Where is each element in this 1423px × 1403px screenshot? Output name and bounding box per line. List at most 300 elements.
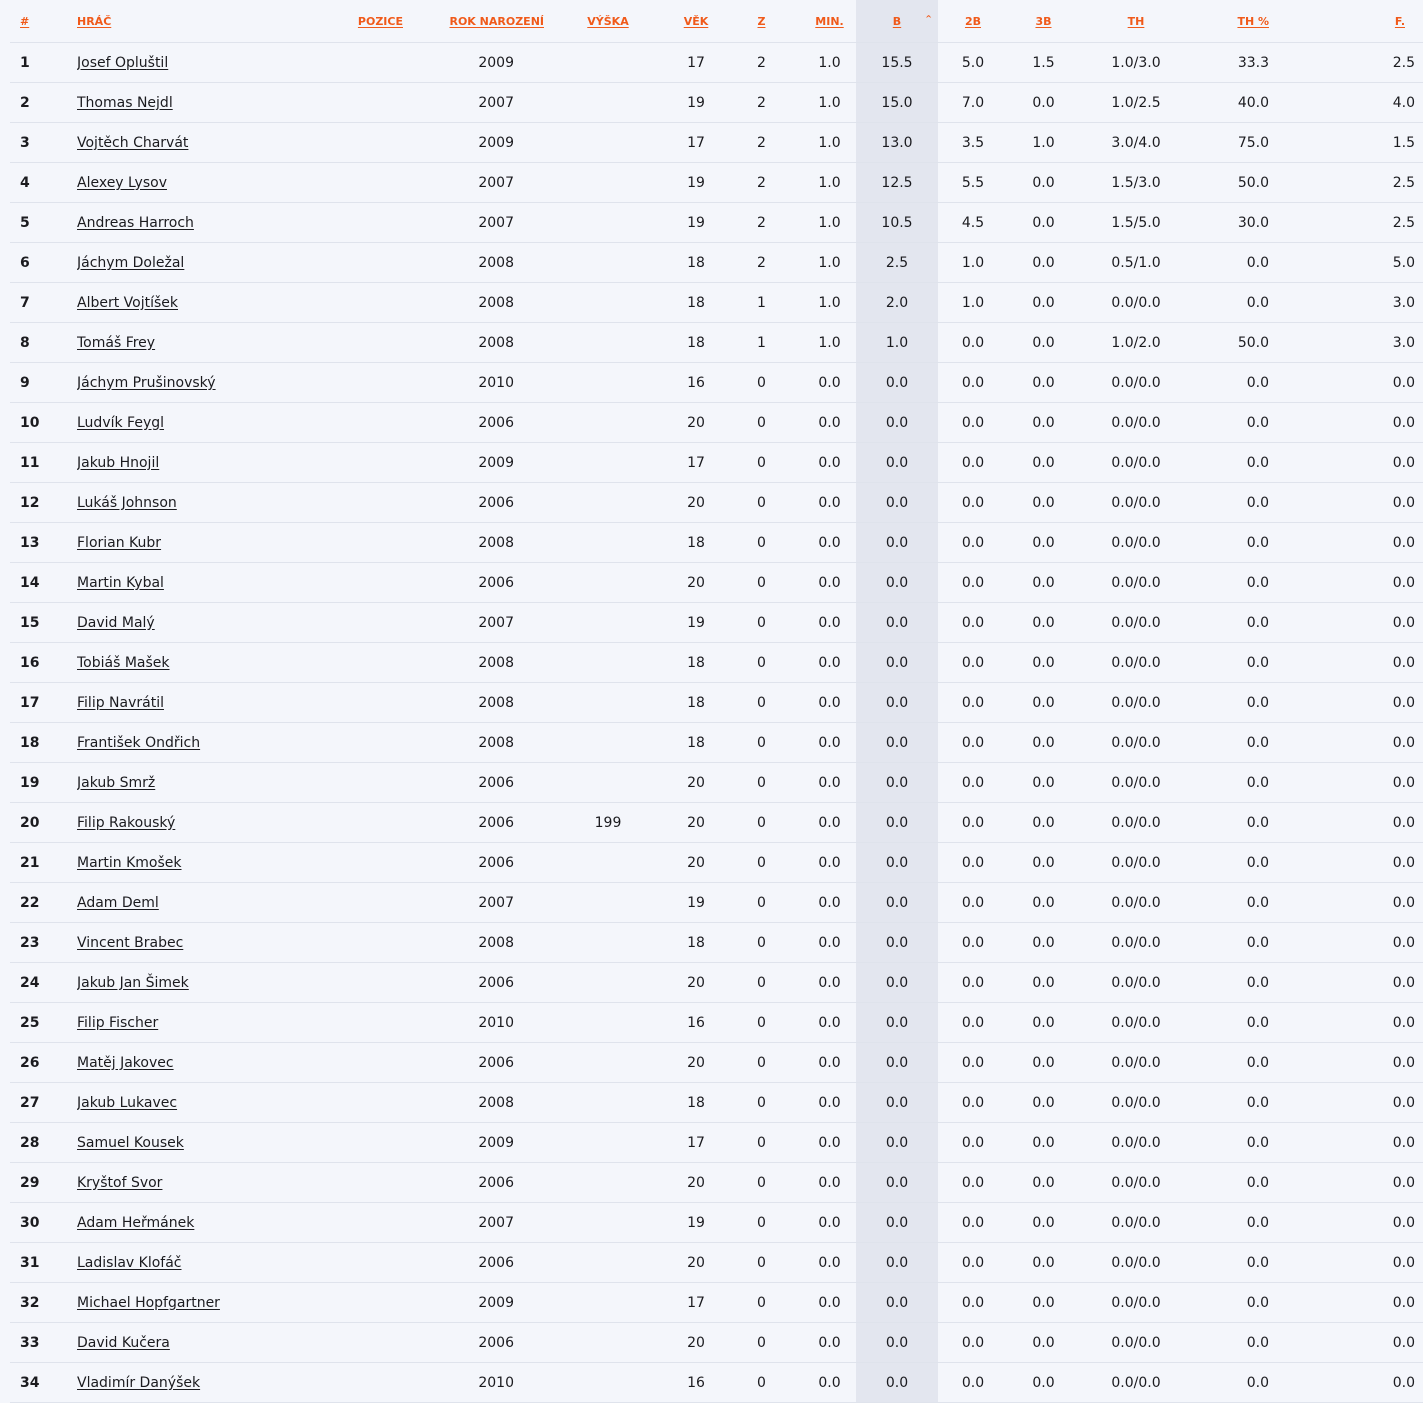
- two-pt-cell: 3.5: [938, 123, 1008, 163]
- games-cell: 2: [720, 203, 803, 243]
- three-pt-cell: 0.0: [1008, 923, 1079, 963]
- birth-year-cell: 2010: [403, 1003, 544, 1043]
- column-header-three-pt[interactable]: 3B: [1008, 0, 1079, 43]
- height-cell: [544, 283, 672, 323]
- player-name-cell: [77, 443, 312, 483]
- height-cell: [544, 1323, 672, 1363]
- table-row: [10, 243, 1423, 283]
- free-throws-cell: 1.0/2.0: [1079, 323, 1193, 363]
- birth-year-cell: 2009: [403, 43, 544, 83]
- player-name-cell: [77, 843, 312, 883]
- height-cell: [544, 723, 672, 763]
- age-cell: 20: [672, 483, 720, 523]
- birth-year-cell: 2008: [403, 923, 544, 963]
- birth-year-cell: 2008: [403, 643, 544, 683]
- games-cell: 0: [720, 483, 803, 523]
- table-row: [10, 43, 1423, 83]
- two-pt-cell: 5.5: [938, 163, 1008, 203]
- rank-cell: 32: [10, 1283, 77, 1323]
- fouls-cell: 4.0: [1283, 83, 1423, 123]
- minutes-cell: 0.0: [803, 1243, 856, 1283]
- height-cell: [544, 403, 672, 443]
- player-name-link[interactable]: Jakub Smrž: [77, 774, 156, 791]
- birth-year-cell: 2006: [403, 843, 544, 883]
- three-pt-cell: 0.0: [1008, 763, 1079, 803]
- fouls-cell: 0.0: [1283, 1163, 1423, 1203]
- minutes-cell: 0.0: [803, 403, 856, 443]
- birth-year-cell: 2008: [403, 523, 544, 563]
- fouls-cell: 0.0: [1283, 1123, 1423, 1163]
- birth-year-cell: 2007: [403, 203, 544, 243]
- three-pt-cell: 0.0: [1008, 323, 1079, 363]
- table-row: [10, 203, 1423, 243]
- games-cell: 0: [720, 1043, 803, 1083]
- player-name-cell: [77, 563, 312, 603]
- fouls-cell: 0.0: [1283, 363, 1423, 403]
- table-row: [10, 483, 1423, 523]
- rank-cell: 13: [10, 523, 77, 563]
- player-name-link[interactable]: Thomas Nejdl: [77, 94, 173, 111]
- player-name-link[interactable]: Samuel Kousek: [77, 1134, 184, 1151]
- player-name-link[interactable]: David Malý: [77, 614, 155, 631]
- free-throws-cell: 0.0/0.0: [1079, 563, 1193, 603]
- position-cell: [312, 883, 403, 923]
- three-pt-cell: 0.0: [1008, 1203, 1079, 1243]
- player-name-cell: [77, 1243, 312, 1283]
- position-cell: [312, 723, 403, 763]
- age-cell: 19: [672, 203, 720, 243]
- free-throws-cell: 1.5/3.0: [1079, 163, 1193, 203]
- birth-year-cell: 2007: [403, 163, 544, 203]
- age-cell: 17: [672, 443, 720, 483]
- free-throws-cell: 0.0/0.0: [1079, 1123, 1193, 1163]
- rank-cell: 1: [10, 43, 77, 83]
- table-row: [10, 1163, 1423, 1203]
- column-header-fouls[interactable]: F.: [1283, 0, 1423, 43]
- age-cell: 19: [672, 1203, 720, 1243]
- height-cell: [544, 163, 672, 203]
- rank-cell: 12: [10, 483, 77, 523]
- free-throws-cell: 3.0/4.0: [1079, 123, 1193, 163]
- fouls-cell: 0.0: [1283, 803, 1423, 843]
- three-pt-cell: 0.0: [1008, 803, 1079, 843]
- player-name-link[interactable]: Martin Kybal: [77, 574, 164, 591]
- free-throws-cell: 0.5/1.0: [1079, 243, 1193, 283]
- table-row: [10, 563, 1423, 603]
- position-cell: [312, 563, 403, 603]
- points-cell: 0.0: [856, 1203, 938, 1243]
- table-row: [10, 83, 1423, 123]
- free-throw-pct-cell: 75.0: [1193, 123, 1283, 163]
- minutes-cell: 0.0: [803, 803, 856, 843]
- games-cell: 0: [720, 1203, 803, 1243]
- minutes-cell: 0.0: [803, 1163, 856, 1203]
- player-name-link[interactable]: Adam Deml: [77, 894, 159, 911]
- player-name-cell: [77, 643, 312, 683]
- player-name-link[interactable]: Jáchym Doležal: [77, 254, 185, 271]
- fouls-cell: 0.0: [1283, 1283, 1423, 1323]
- player-name-link[interactable]: Kryštof Svor: [77, 1174, 163, 1191]
- games-cell: 0: [720, 1163, 803, 1203]
- points-cell: 0.0: [856, 563, 938, 603]
- free-throw-pct-cell: 0.0: [1193, 1043, 1283, 1083]
- free-throw-pct-cell: 0.0: [1193, 1283, 1283, 1323]
- rank-cell: 21: [10, 843, 77, 883]
- points-cell: 0.0: [856, 1083, 938, 1123]
- free-throws-cell: 0.0/0.0: [1079, 923, 1193, 963]
- two-pt-cell: 1.0: [938, 243, 1008, 283]
- points-cell: 0.0: [856, 723, 938, 763]
- age-cell: 20: [672, 563, 720, 603]
- games-cell: 0: [720, 883, 803, 923]
- minutes-cell: 0.0: [803, 1083, 856, 1123]
- player-name-link[interactable]: Tobiáš Mašek: [77, 654, 170, 671]
- points-cell: 0.0: [856, 883, 938, 923]
- free-throw-pct-cell: 0.0: [1193, 723, 1283, 763]
- points-cell: 13.0: [856, 123, 938, 163]
- minutes-cell: 0.0: [803, 1323, 856, 1363]
- two-pt-cell: 0.0: [938, 843, 1008, 883]
- rank-cell: 10: [10, 403, 77, 443]
- birth-year-cell: 2006: [403, 1043, 544, 1083]
- points-cell: 0.0: [856, 1283, 938, 1323]
- player-name-link[interactable]: Adam Heřmánek: [77, 1214, 195, 1231]
- free-throws-cell: 0.0/0.0: [1079, 443, 1193, 483]
- games-cell: 1: [720, 323, 803, 363]
- free-throw-pct-cell: 0.0: [1193, 1163, 1283, 1203]
- table-row: [10, 1123, 1423, 1163]
- player-name-link[interactable]: David Kučera: [77, 1334, 170, 1351]
- position-cell: [312, 683, 403, 723]
- player-name-cell: [77, 883, 312, 923]
- fouls-cell: 0.0: [1283, 1363, 1423, 1403]
- player-name-link[interactable]: Jakub Lukavec: [77, 1094, 178, 1111]
- games-cell: 0: [720, 1003, 803, 1043]
- three-pt-cell: 0.0: [1008, 283, 1079, 323]
- player-name-link[interactable]: Vladimír Danýšek: [77, 1374, 201, 1391]
- player-name-link[interactable]: Martin Kmošek: [77, 854, 182, 871]
- age-cell: 17: [672, 123, 720, 163]
- fouls-cell: 0.0: [1283, 963, 1423, 1003]
- player-name-link[interactable]: Jáchym Prušinovský: [77, 374, 216, 391]
- two-pt-cell: 0.0: [938, 403, 1008, 443]
- birth-year-cell: 2007: [403, 83, 544, 123]
- player-name-cell: [77, 163, 312, 203]
- birth-year-cell: 2006: [403, 563, 544, 603]
- position-cell: [312, 843, 403, 883]
- position-cell: [312, 1203, 403, 1243]
- position-cell: [312, 323, 403, 363]
- two-pt-cell: 0.0: [938, 1203, 1008, 1243]
- table-row: [10, 123, 1423, 163]
- rank-cell: 2: [10, 83, 77, 123]
- table-row: [10, 283, 1423, 323]
- fouls-cell: 0.0: [1283, 723, 1423, 763]
- position-cell: [312, 1083, 403, 1123]
- rank-cell: 34: [10, 1363, 77, 1403]
- position-cell: [312, 1323, 403, 1363]
- games-cell: 1: [720, 283, 803, 323]
- free-throws-cell: 0.0/0.0: [1079, 1203, 1193, 1243]
- games-cell: 0: [720, 1083, 803, 1123]
- table-row: [10, 163, 1423, 203]
- position-cell: [312, 963, 403, 1003]
- free-throw-pct-cell: 0.0: [1193, 1123, 1283, 1163]
- minutes-cell: 0.0: [803, 1283, 856, 1323]
- height-cell: [544, 683, 672, 723]
- player-name-link[interactable]: Matěj Jakovec: [77, 1054, 174, 1071]
- free-throw-pct-cell: 0.0: [1193, 603, 1283, 643]
- free-throw-pct-cell: 50.0: [1193, 323, 1283, 363]
- column-header-birth-year[interactable]: ROK NAROZENÍ: [403, 0, 544, 43]
- two-pt-cell: 5.0: [938, 43, 1008, 83]
- age-cell: 20: [672, 1323, 720, 1363]
- position-cell: [312, 1163, 403, 1203]
- minutes-cell: 1.0: [803, 323, 856, 363]
- player-name-link[interactable]: Michael Hopfgartner: [77, 1294, 220, 1311]
- player-name-link[interactable]: Josef Opluštil: [77, 54, 169, 71]
- column-header-position[interactable]: POZICE: [312, 0, 403, 43]
- height-cell: [544, 1243, 672, 1283]
- free-throw-pct-cell: 0.0: [1193, 243, 1283, 283]
- age-cell: 20: [672, 1163, 720, 1203]
- free-throws-cell: 0.0/0.0: [1079, 1003, 1193, 1043]
- age-cell: 17: [672, 43, 720, 83]
- position-cell: [312, 123, 403, 163]
- player-name-link[interactable]: Tomáš Frey: [77, 334, 156, 351]
- points-cell: 0.0: [856, 1323, 938, 1363]
- points-cell: 0.0: [856, 803, 938, 843]
- table-row: [10, 723, 1423, 763]
- table-row: [10, 963, 1423, 1003]
- player-name-link[interactable]: Ladislav Klofáč: [77, 1254, 182, 1271]
- two-pt-cell: 0.0: [938, 883, 1008, 923]
- table-row: [10, 1363, 1423, 1403]
- fouls-cell: 0.0: [1283, 1003, 1423, 1043]
- player-name-cell: [77, 483, 312, 523]
- three-pt-cell: 0.0: [1008, 683, 1079, 723]
- free-throws-cell: 0.0/0.0: [1079, 1083, 1193, 1123]
- free-throw-pct-cell: 0.0: [1193, 283, 1283, 323]
- table-row: [10, 1003, 1423, 1043]
- three-pt-cell: 0.0: [1008, 963, 1079, 1003]
- table-row: [10, 883, 1423, 923]
- position-cell: [312, 1283, 403, 1323]
- height-cell: [544, 483, 672, 523]
- player-name-link[interactable]: Ludvík Feygl: [77, 414, 165, 431]
- minutes-cell: 0.0: [803, 363, 856, 403]
- minutes-cell: 0.0: [803, 1203, 856, 1243]
- player-name-cell: [77, 1203, 312, 1243]
- table-row: [10, 1283, 1423, 1323]
- table-row: [10, 1043, 1423, 1083]
- three-pt-cell: 0.0: [1008, 1283, 1079, 1323]
- points-cell: 0.0: [856, 403, 938, 443]
- games-cell: 0: [720, 603, 803, 643]
- fouls-cell: 0.0: [1283, 843, 1423, 883]
- position-cell: [312, 523, 403, 563]
- three-pt-cell: 0.0: [1008, 163, 1079, 203]
- column-header-height[interactable]: VÝŠKA: [544, 0, 672, 43]
- height-cell: [544, 1283, 672, 1323]
- age-cell: 17: [672, 1123, 720, 1163]
- position-cell: [312, 923, 403, 963]
- fouls-cell: 0.0: [1283, 1203, 1423, 1243]
- player-name-cell: [77, 403, 312, 443]
- games-cell: 0: [720, 723, 803, 763]
- birth-year-cell: 2006: [403, 963, 544, 1003]
- age-cell: 16: [672, 1363, 720, 1403]
- player-name-link[interactable]: Vincent Brabec: [77, 934, 184, 951]
- games-cell: 0: [720, 443, 803, 483]
- birth-year-cell: 2006: [403, 1163, 544, 1203]
- rank-cell: 14: [10, 563, 77, 603]
- two-pt-cell: 0.0: [938, 323, 1008, 363]
- player-name-link[interactable]: Jakub Jan Šimek: [77, 974, 189, 991]
- player-name-link[interactable]: Vojtěch Charvát: [77, 134, 189, 151]
- player-name-link[interactable]: Jakub Hnojil: [77, 454, 160, 471]
- free-throws-cell: 0.0/0.0: [1079, 1243, 1193, 1283]
- games-cell: 0: [720, 763, 803, 803]
- games-cell: 2: [720, 243, 803, 283]
- free-throws-cell: 0.0/0.0: [1079, 363, 1193, 403]
- position-cell: [312, 243, 403, 283]
- three-pt-cell: 0.0: [1008, 1003, 1079, 1043]
- free-throw-pct-cell: 0.0: [1193, 643, 1283, 683]
- birth-year-cell: 2006: [403, 803, 544, 843]
- fouls-cell: 0.0: [1283, 1043, 1423, 1083]
- table-row: [10, 443, 1423, 483]
- table-row: [10, 1203, 1423, 1243]
- position-cell: [312, 283, 403, 323]
- player-name-cell: [77, 923, 312, 963]
- points-cell: 0.0: [856, 1363, 938, 1403]
- height-cell: [544, 763, 672, 803]
- games-cell: 0: [720, 1323, 803, 1363]
- minutes-cell: 1.0: [803, 83, 856, 123]
- birth-year-cell: 2006: [403, 1243, 544, 1283]
- table-row: [10, 643, 1423, 683]
- games-cell: 0: [720, 1243, 803, 1283]
- player-name-link[interactable]: František Ondřich: [77, 734, 201, 751]
- player-name-link[interactable]: Filip Fischer: [77, 1014, 159, 1031]
- games-cell: 0: [720, 843, 803, 883]
- height-cell: [544, 523, 672, 563]
- player-name-cell: [77, 683, 312, 723]
- minutes-cell: 0.0: [803, 1043, 856, 1083]
- player-name-cell: [77, 963, 312, 1003]
- column-header-player[interactable]: HRÁČ: [77, 0, 312, 43]
- games-cell: 0: [720, 403, 803, 443]
- free-throws-cell: 1.5/5.0: [1079, 203, 1193, 243]
- player-name-cell: [77, 243, 312, 283]
- points-cell: 2.5: [856, 243, 938, 283]
- three-pt-cell: 1.0: [1008, 123, 1079, 163]
- two-pt-cell: 7.0: [938, 83, 1008, 123]
- games-cell: 0: [720, 1363, 803, 1403]
- minutes-cell: 0.0: [803, 563, 856, 603]
- free-throws-cell: 0.0/0.0: [1079, 843, 1193, 883]
- free-throw-pct-cell: 0.0: [1193, 403, 1283, 443]
- player-name-cell: [77, 283, 312, 323]
- player-name-link[interactable]: Filip Rakouský: [77, 814, 176, 831]
- birth-year-cell: 2008: [403, 1083, 544, 1123]
- age-cell: 20: [672, 1243, 720, 1283]
- points-cell: 12.5: [856, 163, 938, 203]
- fouls-cell: 0.0: [1283, 643, 1423, 683]
- column-header-games[interactable]: Z: [720, 0, 803, 43]
- birth-year-cell: 2006: [403, 763, 544, 803]
- free-throw-pct-cell: 0.0: [1193, 843, 1283, 883]
- column-header-rank[interactable]: #: [10, 0, 77, 43]
- birth-year-cell: 2008: [403, 243, 544, 283]
- table-row: [10, 923, 1423, 963]
- fouls-cell: 0.0: [1283, 563, 1423, 603]
- height-cell: [544, 1083, 672, 1123]
- free-throw-pct-cell: 0.0: [1193, 1323, 1283, 1363]
- column-header-points[interactable]: [856, 0, 938, 43]
- player-name-link[interactable]: Filip Navrátil: [77, 694, 164, 711]
- three-pt-cell: 0.0: [1008, 1323, 1079, 1363]
- column-header-free-throws[interactable]: TH: [1079, 0, 1193, 43]
- points-cell: 2.0: [856, 283, 938, 323]
- fouls-cell: 0.0: [1283, 1243, 1423, 1283]
- fouls-cell: 0.0: [1283, 763, 1423, 803]
- birth-year-cell: 2008: [403, 723, 544, 763]
- birth-year-cell: 2007: [403, 603, 544, 643]
- minutes-cell: 1.0: [803, 43, 856, 83]
- fouls-cell: 0.0: [1283, 523, 1423, 563]
- player-name-link[interactable]: Lukáš Johnson: [77, 494, 177, 511]
- two-pt-cell: 0.0: [938, 1363, 1008, 1403]
- age-cell: 18: [672, 323, 720, 363]
- height-cell: [544, 443, 672, 483]
- height-cell: 199: [544, 803, 672, 843]
- two-pt-cell: 0.0: [938, 643, 1008, 683]
- free-throws-cell: 0.0/0.0: [1079, 1043, 1193, 1083]
- age-cell: 18: [672, 923, 720, 963]
- rank-cell: 5: [10, 203, 77, 243]
- column-header-minutes[interactable]: MIN.: [803, 0, 856, 43]
- player-name-cell: [77, 43, 312, 83]
- column-header-two-pt[interactable]: 2B: [938, 0, 1008, 43]
- free-throws-cell: 0.0/0.0: [1079, 403, 1193, 443]
- player-name-link[interactable]: Florian Kubr: [77, 534, 162, 551]
- table-row: [10, 1243, 1423, 1283]
- player-name-link[interactable]: Albert Vojtíšek: [77, 294, 179, 311]
- two-pt-cell: 0.0: [938, 483, 1008, 523]
- rank-cell: 19: [10, 763, 77, 803]
- points-cell: 10.5: [856, 203, 938, 243]
- table-row: [10, 1323, 1423, 1363]
- age-cell: 20: [672, 963, 720, 1003]
- table-row: [10, 363, 1423, 403]
- height-cell: [544, 323, 672, 363]
- player-name-link[interactable]: Alexey Lysov: [77, 174, 167, 191]
- two-pt-cell: 4.5: [938, 203, 1008, 243]
- free-throw-pct-cell: 40.0: [1193, 83, 1283, 123]
- column-header-age[interactable]: VĚK: [672, 0, 720, 43]
- birth-year-cell: 2010: [403, 363, 544, 403]
- table-row: [10, 683, 1423, 723]
- player-name-cell: [77, 1323, 312, 1363]
- rank-cell: 22: [10, 883, 77, 923]
- free-throw-pct-cell: 50.0: [1193, 163, 1283, 203]
- player-name-link[interactable]: Andreas Harroch: [77, 214, 194, 231]
- table-row: [10, 763, 1423, 803]
- two-pt-cell: 0.0: [938, 1243, 1008, 1283]
- column-header-free-throw-pct[interactable]: TH %: [1193, 0, 1283, 43]
